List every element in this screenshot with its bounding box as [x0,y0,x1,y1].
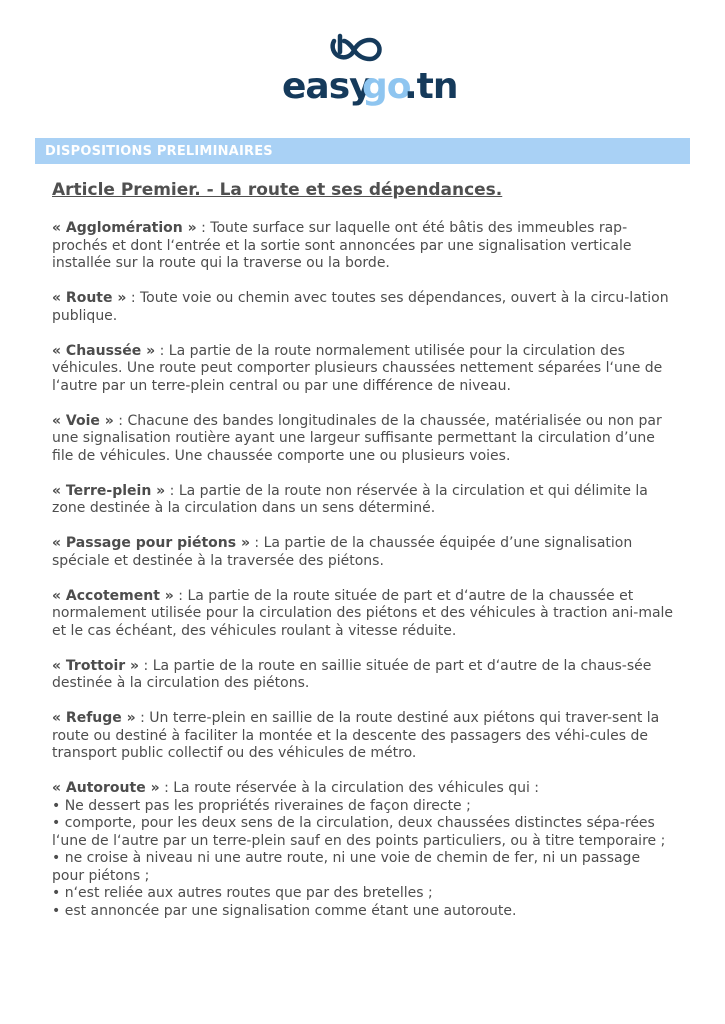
article-title: Article Premier. - La route et ses dépendances. [52,180,503,200]
definition-trottoir [52,658,674,693]
definition-text: : Un terre-plein en saillie de la route destiné aux piétons qui traver-sent la route ou destiné à faciliter la montée et la descente des passagers des véhi-cules de transport public collectif ou des véhicules de métro. [52,710,660,761]
section-title: DISPOSITIONS PRELIMINAIRES [45,144,273,159]
definition-text: : La partie de la route non réservée à la circulation et qui délimite la zone destinée à la circulation dans un sens déterminé. [52,482,648,516]
definition-term: « Autoroute » [52,780,160,796]
definition-term: « Passage pour piétons » [52,535,250,551]
definition-autoroute [52,780,674,920]
definition-text: : Toute surface sur laquelle ont été bâtis des immeubles rap-prochés et dont l‘entrée et la sortie sont annoncées par une signalisation verticale installée sur la route qui la traverse ou la borde. [52,220,632,271]
definition-text: : La partie de la chaussée équipée d’une signalisation spéciale et destinée à la traversée des piétons. [52,535,633,569]
bullet-item: • comporte, pour les deux sens de la circulation, deux chaussées distinctes sépa-rées l‘une de l‘autre par un terre-plein sauf en des points particuliers, ou à titre temporaire ; [52,815,666,849]
definition-refuge [52,710,674,763]
article-content [52,180,674,938]
definition-term: « Refuge » [52,710,136,726]
definition-term: « Chaussée » [52,342,156,359]
bullet-item: • Ne dessert pas les propriétés riveraines de façon directe ; [52,797,471,814]
definition-route [52,290,674,325]
definition-text: : Toute voie ou chemin avec toutes ses dépendances, ouvert à la circu-lation publique. [52,290,669,324]
definition-term: « Agglomération » [52,220,197,236]
definition-terre-plein [52,483,674,518]
definition-passage-pietons [52,535,674,570]
definition-term: « Terre-plein » [52,482,166,499]
easygo-logo[interactable] [280,32,458,107]
definition-text: : La partie de la route située de part et d‘autre de la chaussée et normalement utilisée pour la circulation des piétons et des véhicules à traction ani-male et le cas échéant, des véhicules roulant à vitesse réduite. [52,587,674,639]
bullet-item: • est annoncée par une signalisation comme étant une autoroute. [52,902,517,919]
definition-agglomeration [52,220,674,273]
definition-chaussee [52,343,674,396]
power-infinity-icon [280,32,458,107]
definition-text: : La route réservée à la circulation des véhicules qui : [159,780,540,796]
section-header-bar [35,138,690,164]
definition-term: « Trottoir » [52,657,140,674]
definition-text: : Chacune des bandes longitudinales de la chaussée, matérialisée ou non par une signalisation routière ayant une largeur suffisante permettant la circulation d’une file de véhicules. Une chaussée comporte une ou plusieurs voies. [52,412,662,464]
definition-term: « Accotement » [52,587,174,604]
definition-term: « Route » [52,290,127,306]
definition-voie [52,413,674,466]
logo-text-tn: .tn [404,66,458,107]
bullet-item: • ne croise à niveau ni une autre route, ni une voie de chemin de fer, ni un passage pour piétons ; [52,850,641,884]
bullet-item: • n‘est reliée aux autres routes que par des bretelles ; [52,885,433,901]
definition-term: « Voie » [52,412,114,429]
definition-text: : La partie de la route normalement utilisée pour la circulation des véhicules. Une route peut comporter plusieurs chaussées nettement séparées l‘une de l‘autre par un terre-plein central ou par une différence de niveau. [52,342,663,394]
definition-text: : La partie de la route en saillie située de part et d‘autre de la chaus-sée destinée à la circulation des piétons. [52,657,652,691]
logo-text-go: go [362,66,411,107]
logo-text-easy: easy [282,66,372,107]
definition-accotement [52,588,674,641]
